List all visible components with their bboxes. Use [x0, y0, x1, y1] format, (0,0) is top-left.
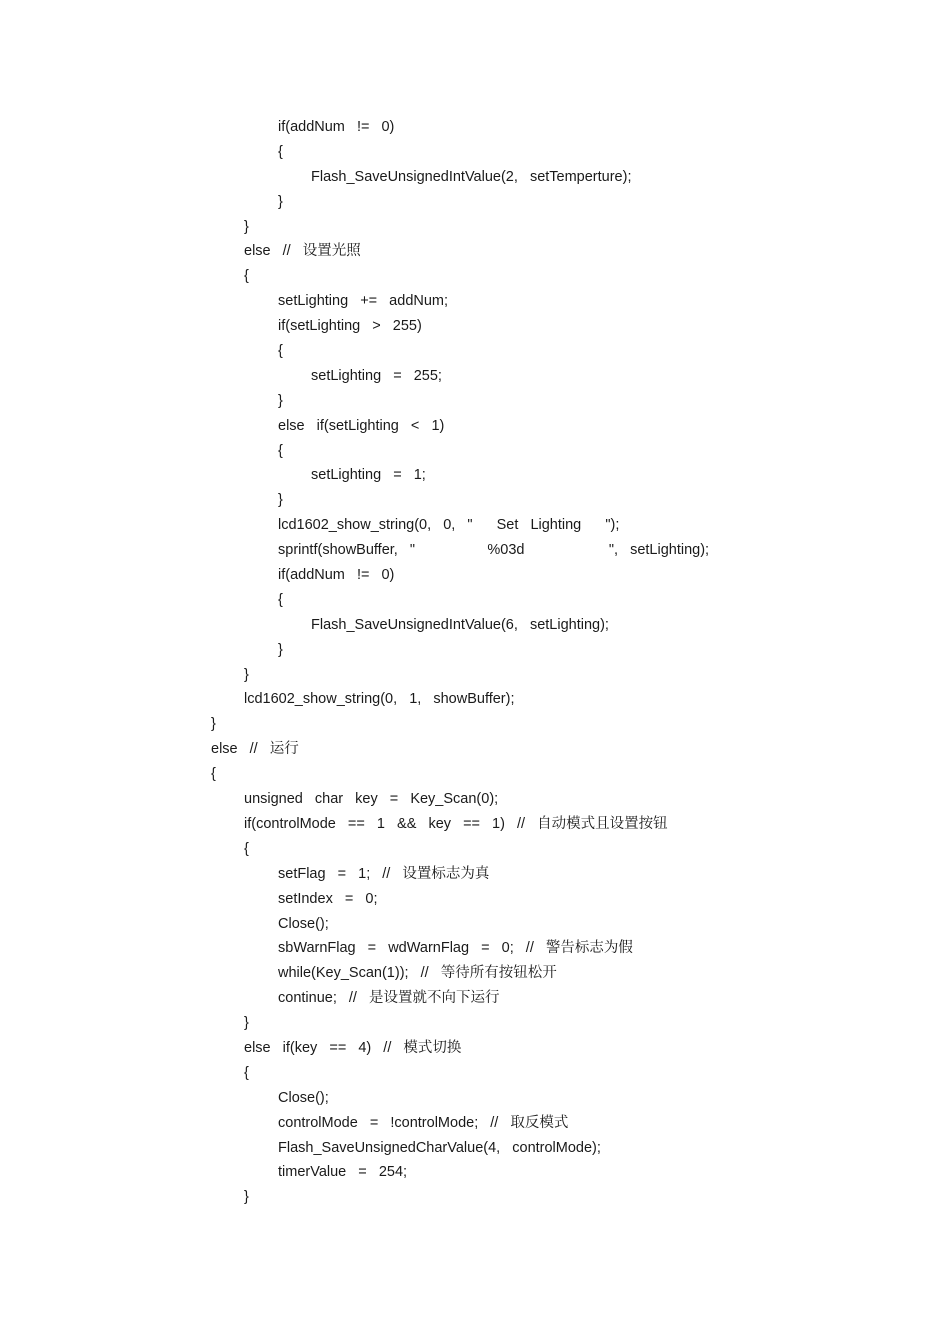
code-line: sprintf(showBuffer, " %03d ", setLighting);: [278, 542, 710, 559]
code-line: Close();: [278, 1089, 329, 1106]
code-line: Flash_SaveUnsignedIntValue(2, setTemperture);: [311, 168, 632, 185]
code-line: else if(setLighting < 1): [278, 417, 445, 434]
code-line: setLighting = 255;: [311, 367, 442, 384]
code-line: if(addNum != 0): [278, 119, 395, 135]
code-line: }: [244, 218, 249, 235]
code-line: }: [278, 392, 283, 409]
code-line: continue; // 是设置就不向下运行: [278, 990, 500, 1007]
code-line: }: [278, 641, 283, 658]
code-line: {: [244, 268, 249, 285]
code-line: {: [211, 766, 216, 783]
code-line: lcd1602_show_string(0, 0, " Set Lighting ");: [278, 517, 620, 534]
code-line: }: [244, 666, 249, 683]
code-line: setLighting = 1;: [311, 467, 426, 484]
code-line: Flash_SaveUnsignedIntValue(6, setLighting);: [311, 616, 609, 633]
code-line: if(setLighting > 255): [278, 318, 422, 335]
code-line: Flash_SaveUnsignedCharValue(4, controlMode);: [278, 1139, 601, 1156]
code-line: unsigned char key = Key_Scan(0);: [244, 791, 499, 808]
code-line: sbWarnFlag = wdWarnFlag = 0; // 警告标志为假: [278, 940, 633, 957]
code-listing: [211, 115, 911, 1210]
code-line: else // 运行: [211, 741, 299, 758]
code-line: {: [278, 143, 283, 160]
code-line: Close();: [278, 915, 329, 932]
code-line: }: [244, 1015, 249, 1032]
code-line: }: [278, 193, 283, 210]
code-line: setIndex = 0;: [278, 890, 378, 907]
code-line: else // 设置光照: [244, 243, 361, 260]
code-line: while(Key_Scan(1)); // 等待所有按钮松开: [278, 965, 557, 982]
code-line: }: [211, 716, 216, 733]
code-line: {: [244, 840, 249, 857]
code-line: if(controlMode == 1 && key == 1) // 自动模式且设置按钮: [244, 815, 668, 832]
code-line: setFlag = 1; // 设置标志为真: [278, 865, 490, 882]
code-line: lcd1602_show_string(0, 1, showBuffer);: [244, 691, 515, 708]
code-line: controlMode = !controlMode; // 取反模式: [278, 1114, 569, 1131]
code-line: if(addNum != 0): [278, 567, 395, 584]
code-line: {: [244, 1064, 249, 1081]
code-line: setLighting += addNum;: [278, 293, 449, 310]
code-line: {: [278, 442, 283, 459]
code-line: timerValue = 254;: [278, 1164, 408, 1181]
code-line: }: [244, 1189, 249, 1206]
code-line: {: [278, 343, 283, 360]
code-line: else if(key == 4) // 模式切换: [244, 1039, 462, 1056]
code-line: }: [278, 492, 283, 509]
code-line: {: [278, 591, 283, 608]
